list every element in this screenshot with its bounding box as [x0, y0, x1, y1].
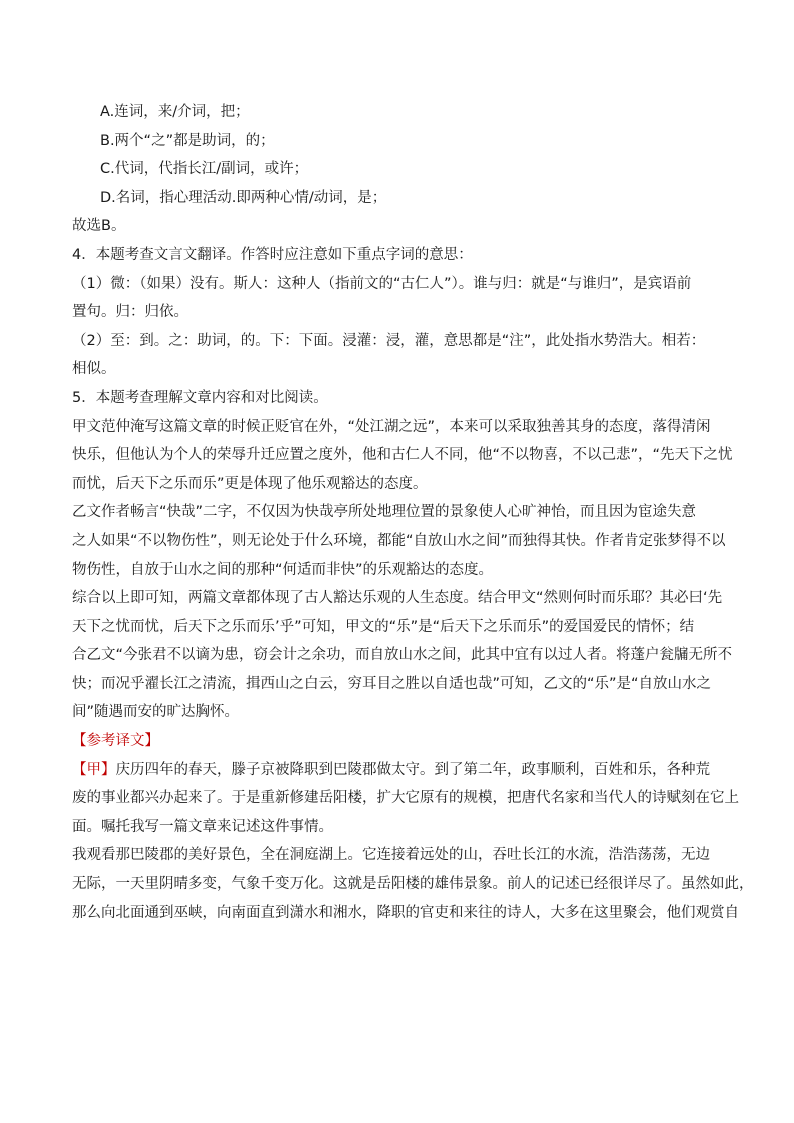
- translation-jia-line3: 面。嘱托我写一篇文章来记述这件事情。: [72, 818, 333, 835]
- q5-para2-line3: 物伤性，自放于山水之间的那种“何适而非快”的乐观豁达的态度。: [72, 561, 494, 578]
- translation-para2-line1: 我观看那巴陵郡的美好景色，全在洞庭湖上。它连接着远处的山，吞吐长江的水流，浩浩荡荡，无边: [72, 847, 710, 864]
- q5-para3-line2: 天下之忧而忧，后天下之乐而乐’乎”可知，甲文的“乐”是“后天下之乐而乐”的爱国爱民的情怀；结: [72, 618, 695, 635]
- option-d: D.名词，指心理活动.即两种心情/动词，是；: [100, 189, 387, 206]
- translation-jia-text: 庆历四年的春天，滕子京被降职到巴陵郡做太守。到了第二年，政事顺利，百姓和乐，各种荒: [115, 761, 710, 778]
- q5-para2-line2: 之人如果“不以物伤性”，则无论处于什么环境，都能“自放山水之间”而独得其快。作者肯定张梦得不以: [72, 532, 726, 549]
- q5-heading: 5．本题考查理解文章内容和对比阅读。: [72, 389, 328, 406]
- q5-para1-line3: 而忧，后天下之乐而乐”更是体现了他乐观豁达的态度。: [72, 475, 428, 492]
- option-c: C.代词，代指长江/副词，或许；: [100, 161, 309, 178]
- translation-para2-line3: 那么向北面通到巫峡，向南面直到潇水和湘水，降职的官吏和来往的诗人，大多在这里聚会，他们观赏自: [72, 904, 739, 921]
- answer-line: 故选B。: [72, 218, 126, 235]
- q4-item1-line1: （1）微：（如果）没有。斯人：这种人（指前文的“古仁人”）。谁与归：就是“与谁归”，是宾语前: [72, 275, 692, 292]
- q5-para1-line1: 甲文范仲淹写这篇文章的时候正贬官在外，“处江湖之远”，本来可以采取独善其身的态度，落得清闲: [72, 418, 711, 435]
- q4-item1-line2: 置句。归：归依。: [72, 304, 188, 321]
- q5-para2-line1: 乙文作者畅言“快哉”二字，不仅因为快哉亭所处地理位置的景象使人心旷神怡，而且因为宦途失意: [72, 504, 697, 521]
- q4-item2-line2: 相似。: [72, 361, 116, 378]
- q5-para3-line5: 间”随遇而安的旷达胸怀。: [72, 704, 240, 721]
- option-a: A.连词，来/介词，把；: [100, 104, 250, 120]
- q5-para3-line4: 快；而况乎濯长江之清流，揖西山之白云，穷耳目之胜以自适也哉”可知，乙文的“乐”是“自放山水之: [72, 675, 712, 692]
- document-body: [72, 98, 754, 927]
- q5-para3-line1: 综合以上即可知，两篇文章都体现了古人豁达乐观的人生态度。结合甲文“然则何时而乐耶？其必曰‘先: [72, 590, 723, 607]
- translation-jia-line2: 废的事业都兴办起来了。于是重新修建岳阳楼，扩大它原有的规模，把唐代名家和当代人的诗赋刻在它上: [72, 790, 739, 807]
- option-b: B.两个“之”都是助词，的；: [100, 132, 275, 149]
- q4-heading: 4．本题考查文言文翻译。作答时应注意如下重点字词的意思：: [72, 246, 473, 263]
- q4-item2-line1: （2）至：到。之：助词，的。下：下面。浸灌：浸，灌，意思都是“注”，此处指水势浩大。相若：: [72, 332, 706, 349]
- translation-jia-line1: [72, 756, 730, 785]
- translation-header: 【参考译文】: [72, 733, 159, 750]
- q5-para3-line3: 合乙文“今张君不以谪为患，窃会计之余功，而自放山水之间，此其中宜有以过人者。将蓬户瓮牖无所不: [72, 647, 733, 664]
- q5-para1-line2: 快乐，但他认为个人的荣辱升迁应置之度外，他和古仁人不同，他“不以物喜，不以己悲”，“先天下之忧: [72, 447, 733, 464]
- translation-para2-line2: 无际，一天里阴晴多变，气象千变万化。这就是岳阳楼的雄伟景象。前人的记述已经很详尽了。虽然如此，: [72, 876, 754, 893]
- translation-jia-tag: 【甲】: [72, 761, 116, 778]
